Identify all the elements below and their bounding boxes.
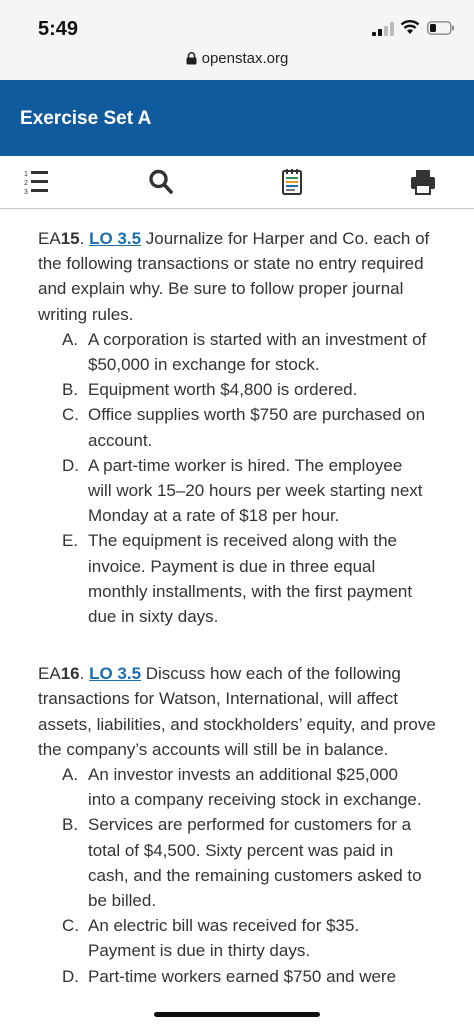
exercise-number xyxy=(38,664,89,683)
exercise-separator: . xyxy=(79,664,90,684)
item-letter: C. xyxy=(62,916,79,936)
learning-objective-link[interactable]: LO 3.5 xyxy=(89,664,142,684)
notebook-icon[interactable] xyxy=(280,168,304,196)
list-item xyxy=(62,913,474,963)
status-bar xyxy=(0,0,474,80)
item-letter: C. xyxy=(62,405,79,425)
list-item xyxy=(62,402,474,452)
exercise-separator: . xyxy=(79,229,90,248)
learning-objective-link[interactable]: LO 3.5 xyxy=(89,229,142,248)
lock-icon xyxy=(186,52,197,65)
svg-text:1: 1 xyxy=(24,171,28,178)
search-icon[interactable] xyxy=(148,168,174,196)
url-text: openstax.org xyxy=(201,50,289,67)
exercise-ea15 xyxy=(0,226,474,629)
exercise-content xyxy=(0,226,474,989)
section-gap xyxy=(0,629,474,661)
exercise-number-value: 16 xyxy=(60,664,80,684)
page-header xyxy=(0,80,474,156)
table-of-contents-icon[interactable] xyxy=(24,168,50,196)
item-letter: D. xyxy=(62,455,79,475)
transaction-list xyxy=(0,762,474,989)
item-letter: D. xyxy=(62,966,79,986)
print-icon[interactable] xyxy=(410,168,436,196)
list-item xyxy=(62,453,474,529)
exercise-text: Journalize for Harper and Co. each of the following transactions or state no entry required and explain why. Be sure to follow proper journal writing rules. xyxy=(38,229,430,324)
item-text: Equipment worth $4,800 is ordered. xyxy=(88,380,358,400)
list-item xyxy=(62,327,474,377)
list-item xyxy=(62,812,474,913)
exercise-prompt xyxy=(0,226,474,327)
item-text: Office supplies worth $750 are purchased on account. xyxy=(88,405,426,450)
exercise-ea16 xyxy=(0,661,474,989)
item-letter: B. xyxy=(62,815,79,835)
list-item xyxy=(62,762,474,812)
svg-text:3: 3 xyxy=(24,189,28,196)
address-bar[interactable] xyxy=(0,50,474,67)
exercise-number xyxy=(38,229,89,248)
svg-text:2: 2 xyxy=(24,180,28,187)
item-letter: A. xyxy=(62,765,79,785)
transaction-list xyxy=(0,327,474,629)
status-time: 5:49 xyxy=(38,18,79,40)
item-letter: A. xyxy=(62,329,79,349)
item-letter: E. xyxy=(62,531,79,551)
list-item xyxy=(62,528,474,629)
item-letter: B. xyxy=(62,380,79,400)
exercise-prefix: EA xyxy=(38,664,61,684)
page-title: Exercise Set A xyxy=(20,108,152,129)
wifi-icon xyxy=(400,19,420,35)
cellular-signal-icon xyxy=(372,22,396,36)
exercise-prompt xyxy=(0,661,474,762)
exercise-number-value: 15 xyxy=(60,229,80,248)
item-text: A corporation is started with an investment of $50,000 in exchange for stock. xyxy=(88,329,427,375)
exercise-text: Discuss how each of the following transactions for Watson, International, will affect assets, liabilities, and stockholders’ equity, and prove the company’s accounts will still be in balance. xyxy=(38,664,436,759)
exercise-prefix: EA xyxy=(38,229,61,248)
toolbar xyxy=(0,156,474,209)
home-indicator[interactable] xyxy=(154,1012,320,1017)
list-item xyxy=(62,964,474,989)
item-text: Part-time workers earned $750 and were xyxy=(88,966,397,986)
list-item xyxy=(62,377,474,402)
battery-icon xyxy=(427,21,455,35)
item-text: The equipment is received along with the invoice. Payment is due in three equal monthly installments, with the first payment due in sixty days. xyxy=(88,531,413,627)
item-text: An electric bill was received for $35. Payment is due in thirty days. xyxy=(88,916,360,961)
item-text: A part-time worker is hired. The employee will work 15–20 hours per week starting next Monday at a rate of $18 per hour. xyxy=(88,455,423,526)
item-text: An investor invests an additional $25,000 into a company receiving stock in exchange. xyxy=(88,765,422,810)
item-text: Services are performed for customers for a total of $4,500. Sixty percent was paid in cash, and the remaining customers asked to be billed. xyxy=(88,815,422,911)
